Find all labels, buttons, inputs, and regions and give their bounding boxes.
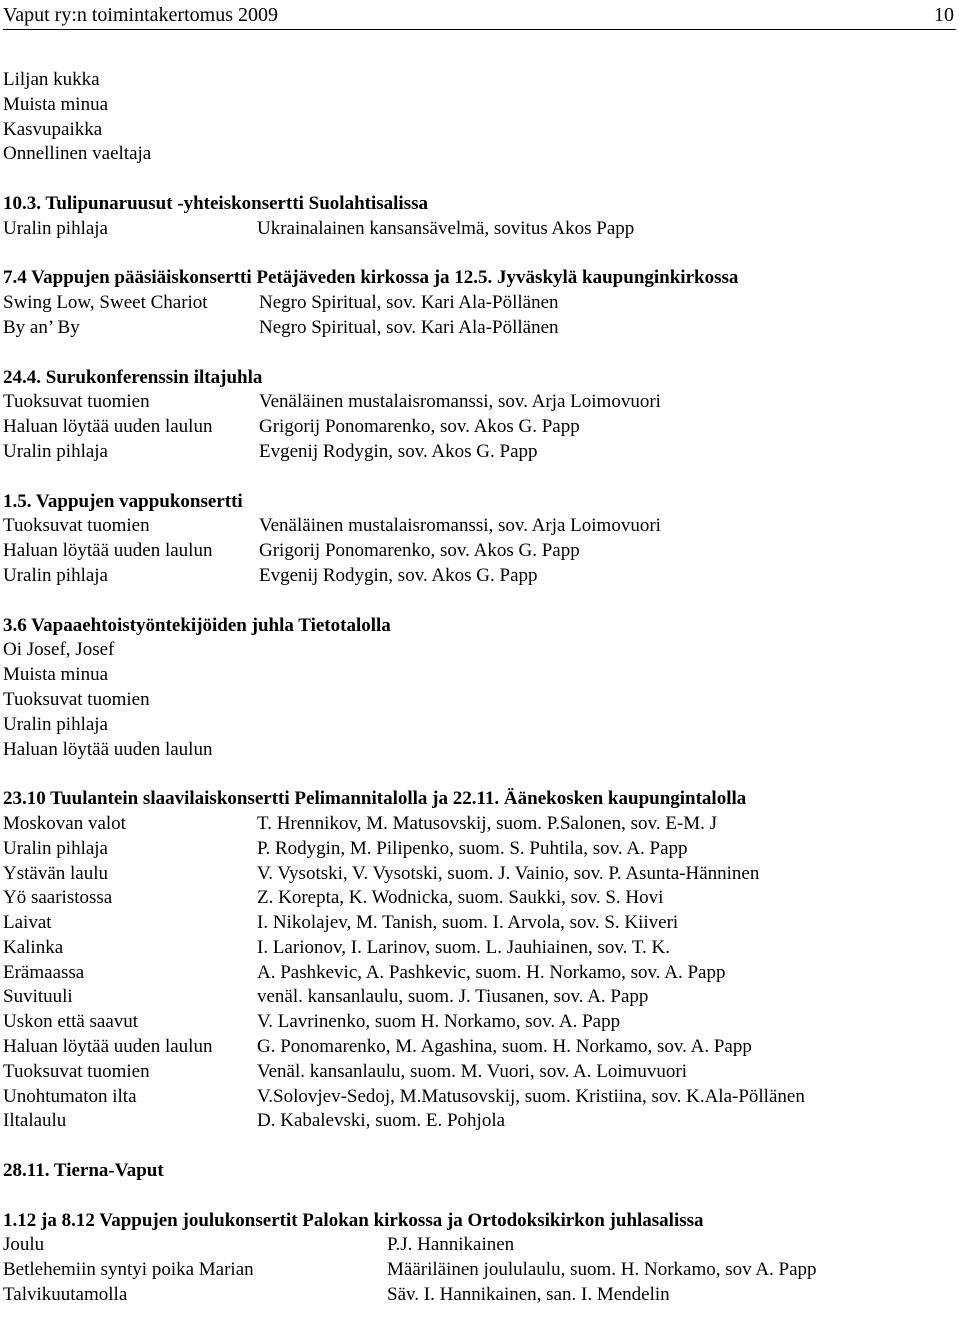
song-title: Muista minua	[3, 664, 109, 686]
header-title: Vaput ry:n toimintakertomus 2009	[3, 4, 278, 26]
song-title: Haluan löytää uuden laulun	[3, 416, 213, 438]
song-title: Tuoksuvat tuomien	[3, 391, 150, 413]
song-title: Talvikuutamolla	[3, 1284, 128, 1306]
program-section	[3, 787, 953, 1134]
program-row	[3, 886, 953, 911]
song-title: Oi Josef, Josef	[3, 639, 115, 661]
program-row	[3, 564, 953, 589]
section-heading: 3.6 Vapaaehtoistyöntekijöiden juhla Tietotalolla	[3, 614, 391, 636]
song-credits: Z. Korepta, K. Wodnicka, suom. Saukki, sov. S. Hovi	[257, 887, 664, 909]
song-title: Laivat	[3, 912, 52, 934]
page-header	[3, 0, 956, 30]
song-credits: V. Vysotski, V. Vysotski, suom. J. Vainio, sov. P. Asunta-Hänninen	[257, 862, 760, 884]
song-credits: Evgenij Rodygin, sov. Akos G. Papp	[259, 564, 538, 586]
song-title: Uralin pihlaja	[3, 564, 108, 586]
program-row	[3, 514, 953, 539]
song-title: By an’ By	[3, 316, 80, 338]
program-row	[3, 390, 953, 415]
song-title: Joulu	[3, 1234, 45, 1256]
program-row	[3, 316, 953, 341]
song-title: Unohtumaton ilta	[3, 1085, 137, 1107]
song-credits: Määriläinen joululaulu, suom. H. Norkamo, sov A. Papp	[387, 1259, 817, 1281]
section-heading: 10.3. Tulipunaruusut -yhteiskonsertti Suolahtisalissa	[3, 192, 428, 214]
section-heading: 23.10 Tuulantein slaavilaiskonsertti Pelimannitalolla ja 22.11. Äänekosken kaupungintalolla	[3, 788, 747, 810]
document-body	[3, 68, 953, 1333]
program-row	[3, 961, 953, 986]
program-row	[3, 985, 953, 1010]
song-title: Haluan löytää uuden laulun	[3, 540, 213, 562]
song-title: Onnellinen vaeltaja	[3, 143, 152, 165]
song-credits: Venäläinen mustalaisromanssi, sov. Arja Loimovuori	[259, 515, 661, 537]
program-row	[3, 812, 953, 837]
program-row	[3, 911, 953, 936]
program-row	[3, 68, 953, 93]
song-credits: Negro Spiritual, sov. Kari Ala-Pöllänen	[259, 292, 559, 314]
program-section	[3, 192, 953, 242]
song-title: Uralin pihlaja	[3, 837, 108, 859]
program-row	[3, 1283, 953, 1308]
program-section	[3, 68, 953, 167]
program-row	[3, 1109, 953, 1134]
song-credits: I. Larionov, I. Larinov, suom. L. Jauhiainen, sov. T. K.	[257, 936, 670, 958]
song-title: Yö saaristossa	[3, 887, 113, 909]
song-credits: G. Ponomarenko, M. Agashina, suom. H. Norkamo, sov. A. Papp	[257, 1036, 752, 1058]
song-credits: P. Rodygin, M. Pilipenko, suom. S. Puhtila, sov. A. Papp	[257, 837, 688, 859]
song-title: Moskovan valot	[3, 812, 126, 834]
song-title: Kalinka	[3, 936, 64, 958]
program-row	[3, 1010, 953, 1035]
song-credits: Grigorij Ponomarenko, sov. Akos G. Papp	[259, 540, 580, 562]
song-credits: T. Hrennikov, M. Matusovskij, suom. P.Salonen, sov. E-M. J	[257, 812, 718, 834]
song-title: Tuoksuvat tuomien	[3, 1060, 150, 1082]
program-row	[3, 738, 953, 763]
program-section	[3, 1159, 953, 1184]
song-title: Uralin pihlaja	[3, 713, 108, 735]
song-credits: Venäläinen mustalaisromanssi, sov. Arja Loimovuori	[259, 391, 661, 413]
program-row	[3, 93, 953, 118]
program-section	[3, 1209, 953, 1308]
program-row	[3, 217, 953, 242]
song-title: Liljan kukka	[3, 69, 100, 90]
program-row	[3, 1060, 953, 1085]
program-row	[3, 415, 953, 440]
section-heading: 7.4 Vappujen pääsiäiskonsertti Petäjäveden kirkossa ja 12.5. Jyväskylä kaupunginkirkossa	[3, 267, 739, 289]
program-row	[3, 440, 953, 465]
program-row	[3, 1258, 953, 1283]
song-title: Uralin pihlaja	[3, 217, 108, 239]
song-title: Erämaassa	[3, 961, 85, 983]
song-title: Tuoksuvat tuomien	[3, 688, 150, 710]
song-title: Uralin pihlaja	[3, 440, 108, 462]
song-title: Muista minua	[3, 93, 109, 115]
song-credits: A. Pashkevic, A. Pashkevic, suom. H. Norkamo, sov. A. Papp	[257, 961, 726, 983]
program-row	[3, 862, 953, 887]
program-row	[3, 539, 953, 564]
section-heading: 1.5. Vappujen vappukonsertti	[3, 490, 243, 512]
song-title: Suvituuli	[3, 986, 73, 1008]
program-section	[3, 490, 953, 589]
program-row	[3, 1233, 953, 1258]
program-row	[3, 638, 953, 663]
song-credits: Evgenij Rodygin, sov. Akos G. Papp	[259, 440, 538, 462]
section-heading: 1.12 ja 8.12 Vappujen joulukonsertit Palokan kirkossa ja Ortodoksikirkon juhlasalissa	[3, 1209, 704, 1231]
program-section	[3, 614, 953, 763]
song-title: Haluan löytää uuden laulun	[3, 738, 213, 760]
program-row	[3, 118, 953, 143]
song-credits: D. Kabalevski, suom. E. Pohjola	[257, 1110, 506, 1132]
song-title: Kasvupaikka	[3, 118, 103, 140]
song-credits: Venäl. kansanlaulu, suom. M. Vuori, sov. A. Loimuvuori	[257, 1060, 688, 1082]
song-credits: Säv. I. Hannikainen, san. I. Mendelin	[387, 1284, 670, 1306]
song-credits: I. Nikolajev, M. Tanish, suom. I. Arvola, sov. S. Kiiveri	[257, 912, 679, 934]
song-credits: venäl. kansanlaulu, suom. J. Tiusanen, sov. A. Papp	[257, 986, 649, 1008]
song-title: Haluan löytää uuden laulun	[3, 1036, 213, 1058]
song-title: Uskon että saavut	[3, 1011, 139, 1033]
song-credits: V. Lavrinenko, suom H. Norkamo, sov. A. Papp	[257, 1011, 621, 1033]
song-title: Swing Low, Sweet Chariot	[3, 292, 208, 314]
program-row	[3, 837, 953, 862]
program-row	[3, 1085, 953, 1110]
song-credits: Negro Spiritual, sov. Kari Ala-Pöllänen	[259, 316, 559, 338]
song-title: Iltalaulu	[3, 1110, 67, 1132]
program-row	[3, 663, 953, 688]
program-section	[3, 366, 953, 465]
program-row	[3, 688, 953, 713]
header-rule	[3, 29, 956, 30]
song-title: Betlehemiin syntyi poika Marian	[3, 1259, 254, 1281]
song-credits: Grigorij Ponomarenko, sov. Akos G. Papp	[259, 416, 580, 438]
page-number: 10	[934, 4, 954, 26]
program-row	[3, 713, 953, 738]
program-row	[3, 936, 953, 961]
song-title: Tuoksuvat tuomien	[3, 515, 150, 537]
song-title: Ystävän laulu	[3, 862, 109, 884]
program-row	[3, 1035, 953, 1060]
program-row	[3, 142, 953, 167]
song-credits: P.J. Hannikainen	[387, 1234, 515, 1256]
section-heading: 28.11. Tierna-Vaput	[3, 1160, 164, 1182]
song-credits: V.Solovjev-Sedoj, M.Matusovskij, suom. Kristiina, sov. K.Ala-Pöllänen	[257, 1085, 805, 1107]
section-heading: 24.4. Surukonferenssin iltajuhla	[3, 366, 263, 388]
program-row	[3, 291, 953, 316]
program-section	[3, 266, 953, 340]
song-credits: Ukrainalainen kansansävelmä, sovitus Akos Papp	[257, 217, 635, 239]
